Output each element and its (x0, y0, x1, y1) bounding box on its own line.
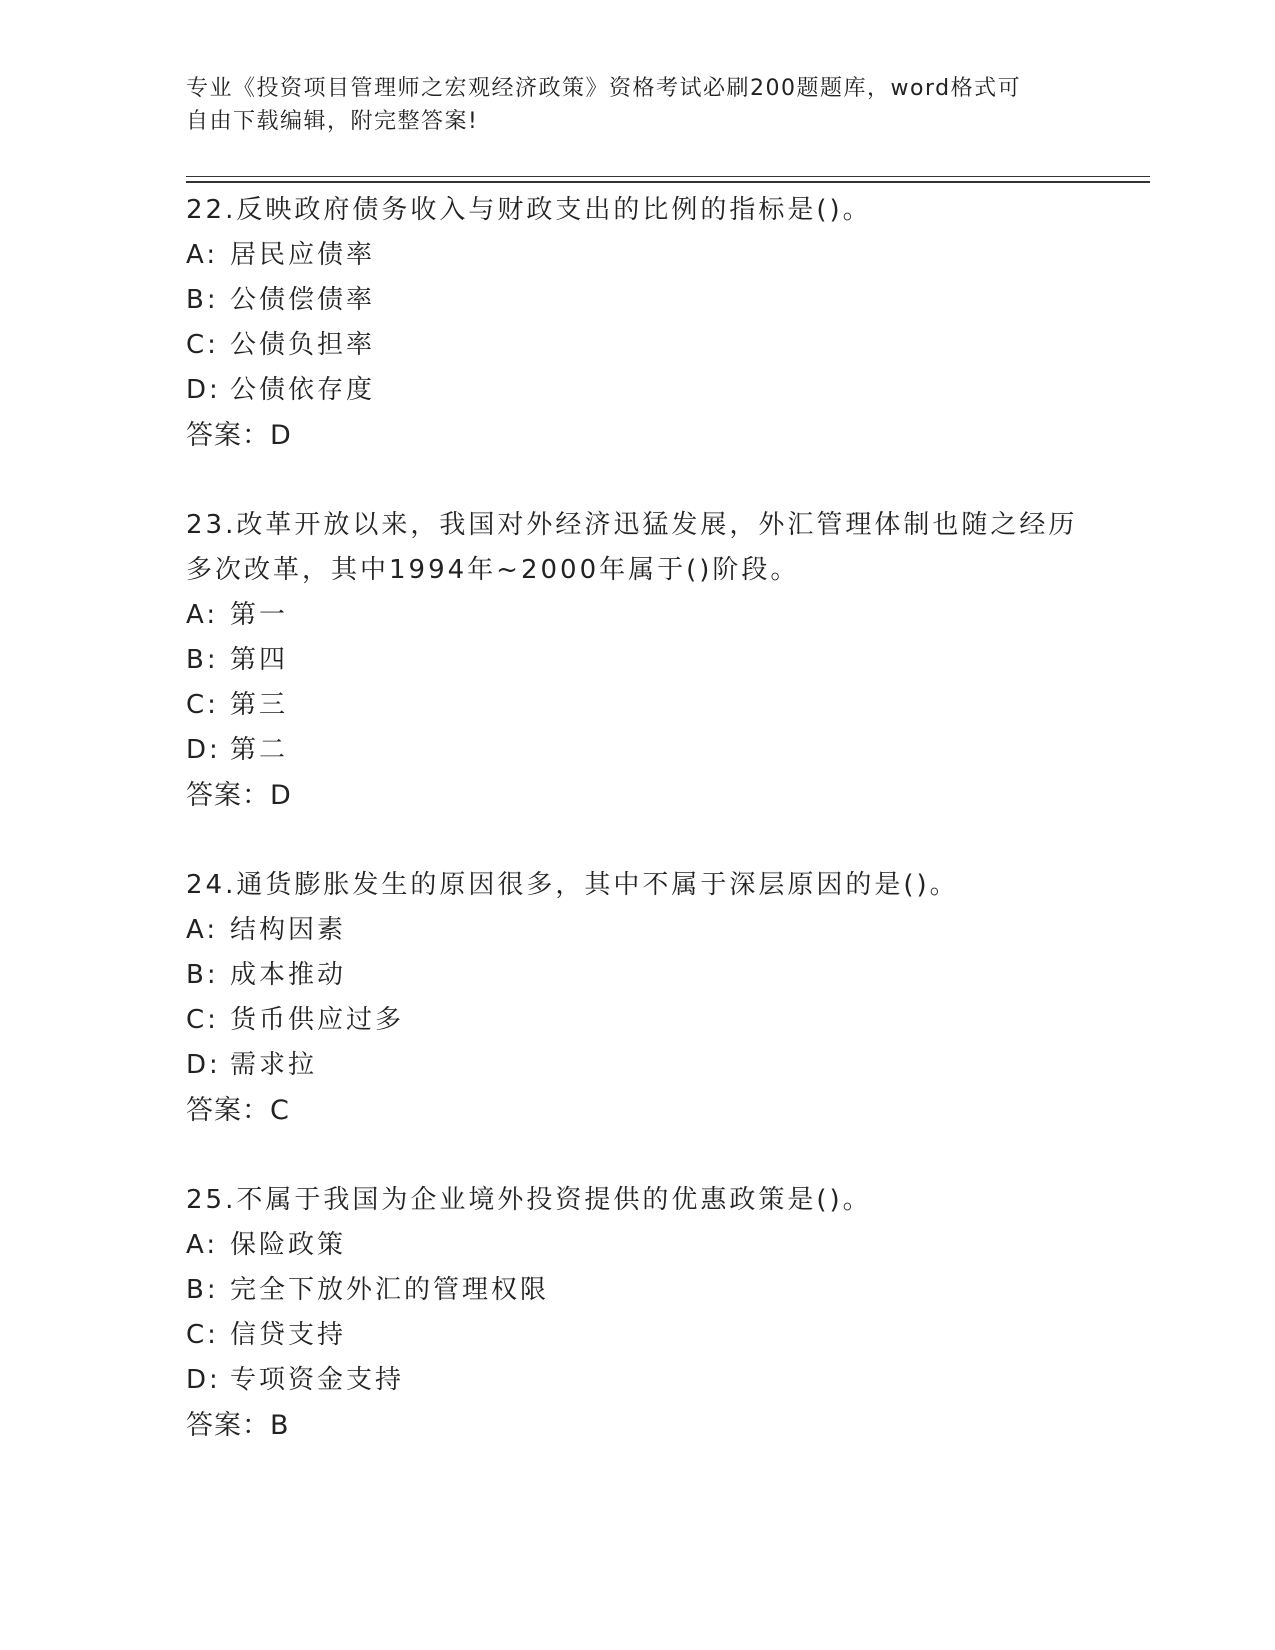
option-text: 结构因素 (230, 915, 347, 945)
option-b (186, 278, 1086, 323)
option-letter: D: (186, 375, 221, 405)
question-23 (186, 503, 1086, 819)
header-line-2: 自由下载编辑，附完整答案! (186, 109, 479, 134)
option-letter: B: (186, 645, 219, 675)
option-text: 第三 (230, 690, 289, 720)
option-letter: B: (186, 285, 219, 315)
option-letter: C: (186, 330, 219, 360)
option-text: 保险政策 (230, 1230, 347, 1260)
option-text: 专项资金支持 (230, 1365, 405, 1395)
question-22 (186, 188, 1086, 459)
option-letter: A: (186, 240, 219, 270)
option-a (186, 593, 1086, 638)
option-c (186, 323, 1086, 368)
option-text: 居民应债率 (230, 240, 376, 270)
option-b (186, 953, 1086, 998)
option-d (186, 368, 1086, 413)
option-d (186, 1358, 1086, 1403)
question-stem: 25.不属于我国为企业境外投资提供的优惠政策是()。 (186, 1185, 872, 1215)
option-letter: A: (186, 1230, 219, 1260)
header-line-1: 专业《投资项目管理师之宏观经济政策》资格考试必刷200题题库，word格式可 (186, 76, 1022, 101)
question-25 (186, 1178, 1086, 1449)
option-letter: C: (186, 690, 219, 720)
option-a (186, 908, 1086, 953)
option-c (186, 683, 1086, 728)
option-a (186, 1223, 1086, 1268)
header-rule-thin (186, 176, 1150, 177)
option-letter: C: (186, 1005, 219, 1035)
document-header (186, 72, 1066, 138)
option-text: 成本推动 (230, 960, 347, 990)
option-a (186, 233, 1086, 278)
question-stem: 22.反映政府债务收入与财政支出的比例的指标是()。 (186, 195, 872, 225)
option-text: 第四 (230, 645, 289, 675)
option-text: 公债偿债率 (230, 285, 376, 315)
option-c (186, 998, 1086, 1043)
option-letter: B: (186, 960, 219, 990)
option-text: 公债依存度 (230, 375, 376, 405)
option-letter: D: (186, 1050, 221, 1080)
option-letter: A: (186, 915, 219, 945)
answer-line: 答案：C (186, 1095, 290, 1126)
option-letter: D: (186, 735, 221, 765)
option-d (186, 728, 1086, 773)
option-d (186, 1043, 1086, 1088)
option-c (186, 1313, 1086, 1358)
option-text: 公债负担率 (230, 330, 376, 360)
option-text: 第一 (230, 600, 289, 630)
option-letter: A: (186, 600, 219, 630)
option-letter: C: (186, 1320, 219, 1350)
option-text: 货币供应过多 (230, 1005, 405, 1035)
answer-line: 答案：D (186, 780, 292, 811)
question-24 (186, 863, 1086, 1134)
answer-line: 答案：D (186, 420, 292, 451)
question-stem: 23.改革开放以来，我国对外经济迅猛发展，外汇管理体制也随之经历多次改革，其中1994年~2000年属于()阶段。 (186, 510, 1078, 585)
option-letter: D: (186, 1365, 221, 1395)
question-list (186, 188, 1086, 1493)
option-text: 需求拉 (230, 1050, 318, 1080)
question-stem: 24.通货膨胀发生的原因很多，其中不属于深层原因的是()。 (186, 870, 959, 900)
option-b (186, 638, 1086, 683)
option-letter: B: (186, 1275, 219, 1305)
header-rule-thick (186, 181, 1150, 183)
option-text: 完全下放外汇的管理权限 (230, 1275, 550, 1305)
option-text: 信贷支持 (230, 1320, 347, 1350)
option-b (186, 1268, 1086, 1313)
answer-line: 答案：B (186, 1410, 290, 1441)
option-text: 第二 (230, 735, 289, 765)
